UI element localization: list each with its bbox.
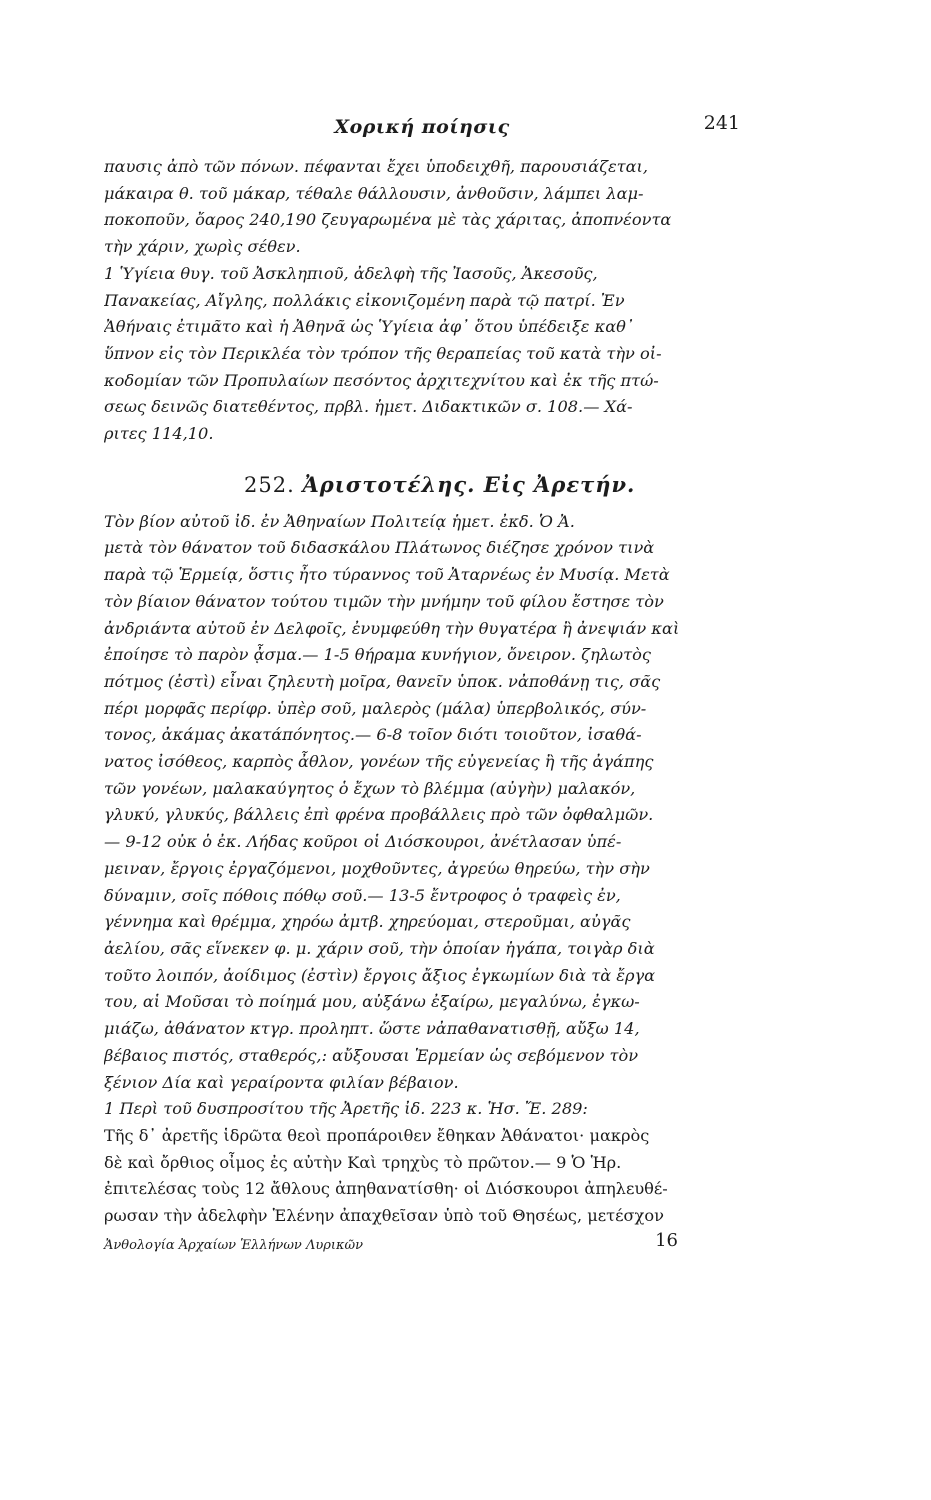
text-line: Τὸν βίον αὐτοῦ ἰδ. ἐν Ἀθηναίων Πολιτείᾳ ἡμετ. ἐκδ. Ὁ Ἀ. (104, 511, 575, 531)
text-line: ἀνδριάντα αὐτοῦ ἐν Δελφοῖς, ἐνυμφεύθη τὴν θυγατέρα ἢ ἀνεψιάν καὶ (104, 618, 680, 638)
running-title: Χορική ποίησις (334, 116, 510, 138)
text-line: βέβαιος πιστός, σταθερός,: αὔξουσαι Ἑρμείαν ὡς σεβόμενον τὸν (104, 1045, 639, 1065)
text-line: ἀελίου, σᾶς εἵνεκεν φ. μ. χάριν σοῦ, τὴν ὁποίαν ἠγάπα, τοιγὰρ διὰ (104, 938, 655, 958)
text-line: ρωσαν τὴν ἀδελφὴν Ἑλένην ἀπαχθεῖσαν ὑπὸ τοῦ Θησέως, μετέσχον (104, 1206, 664, 1226)
text-line: ἐπιτελέσας τοὺς 12 ἄθλους ἀπηθανατίσθη· οἱ Διόσκουροι ἀπηλευθέ- (104, 1179, 668, 1199)
text-line: ὕπνον εἰς τὸν Περικλέα τὸν τρόπον τῆς θεραπείας τοῦ κατὰ τὴν οἰ- (104, 343, 662, 363)
text-line: ριτες 114,10. (104, 424, 214, 444)
text-line: μιάζω, ἀθάνατον κτγρ. προληπτ. ὥστε νἀπαθανατισθῇ, αὔξω 14, (104, 1019, 640, 1039)
text-line: 1 Ὑγίεια θυγ. τοῦ Ἀσκληπιοῦ, ἀδελφὴ τῆς Ἰασοῦς, Ἀκεσοῦς, (104, 263, 598, 283)
text-line: παυσις ἀπὸ τῶν πόνων. πέφανται ἔχει ὑποδειχθῆ, παρουσιάζεται, (104, 157, 649, 176)
text-line: τὸν βίαιον θάνατον τούτου τιμῶν τὴν μνήμην τοῦ φίλου ἔστησε τὸν (104, 591, 664, 611)
page (104, 112, 740, 1260)
text-line: Τῆς δ᾽ ἀρετῆς ἱδρῶτα θεοὶ προπάροιθεν ἔθηκαν Ἀθάνατοι· μακρὸς (104, 1125, 650, 1145)
text-line: γέννημα καὶ θρέμμα, χηρόω ἀμτβ. χηρεύομαι, στεροῦμαι, αὐγᾶς (104, 912, 631, 932)
section-title: Ἀριστοτέλης. Εἰς Ἀρετήν. (302, 471, 636, 497)
commentary-main (104, 509, 740, 1123)
text-line: τοῦτο λοιπόν, ἀοίδιμος (ἐστὶν) ἔργοις ἄξιος ἐγκωμίων διὰ τὰ ἔργα (104, 965, 656, 985)
text-line: δὲ καὶ ὄρθιος οἶμος ἐς αὐτὴν Καὶ τρηχὺς τὸ πρῶτον.— 9 Ὁ Ἡρ. (104, 1152, 622, 1172)
text-line: τῶν γονέων, μαλακαύγητος ὁ ἔχων τὸ βλέμμα (αὐγὴν) μαλακόν, (104, 778, 636, 798)
text-line: σεως δεινῶς διατεθέντος, πρβλ. ἡμετ. Διδακτικῶν σ. 108.— Χά- (104, 397, 633, 417)
sheet-number: 16 (655, 1229, 678, 1251)
book-signature: Ἀνθολογία Ἀρχαίων Ἑλλήνων Λυρικῶν (104, 1237, 364, 1253)
text-line: — 9-12 οὐκ ὁ ἐκ. Λήδας κοῦροι οἱ Διόσκουροι, ἀνέτλασαν ὑπέ- (104, 832, 622, 852)
text-line: παρὰ τῷ Ἑρμείᾳ, ὅστις ἦτο τύραννος τοῦ Ἀταρνέως ἐν Μυσίᾳ. Μετὰ (104, 565, 670, 585)
text-line: μάκαιρα θ. τοῦ μάκαρ, τέθαλε θάλλουσιν, ἀνθοῦσιν, λάμπει λαμ- (104, 183, 644, 203)
page-footer (104, 1229, 740, 1260)
page-header (104, 112, 740, 154)
text-line: ξένιον Δία καὶ γεραίροντα φιλίαν βέβαιον. (104, 1072, 459, 1092)
text-line: μειναν, ἔργοις ἐργαζόμενοι, μοχθοῦντες, ἀγρεύω θηρεύω, τὴν σὴν (104, 858, 650, 878)
section-number: 252. (244, 472, 295, 497)
ancient-quotation (104, 1123, 740, 1230)
text-line: τὴν χάριν, χωρὶς σέθεν. (104, 237, 301, 257)
text-line: κοδομίαν τῶν Προπυλαίων πεσόντος ἀρχιτεχνίτου καὶ ἐκ τῆς πτώ- (104, 370, 659, 390)
commentary-top (104, 154, 740, 448)
text-line: τονος, ἀκάμας ἀκατάπόνητος.— 6-8 τοῖον διότι τοιοῦτον, ἰσαθά- (104, 725, 642, 745)
text-line: ποκοποῦν, ὄαρος 240,190 ζευγαρωμένα μὲ τὰς χάριτας, ἀποπνέοντα (104, 210, 672, 230)
text-line: του, αἱ Μοῦσαι τὸ ποίημά μου, αὐξάνω ἐξαίρω, μεγαλύνω, ἐγκω- (104, 992, 640, 1012)
text-line: πότμος (ἐστὶ) εἶναι ζηλευτὴ μοῖρα, θανεῖν ὑποκ. νἀποθάνῃ τις, σᾶς (104, 671, 661, 691)
text-line: Ἀθήναις ἐτιμᾶτο καὶ ἡ Ἀθηνᾶ ὡς Ὑγίεια ἀφ᾽ ὅτου ὑπέδειξε καθ᾽ (104, 317, 635, 337)
text-line: Πανακείας, Αἴγλης, πολλάκις εἰκονιζομένη παρὰ τῷ πατρί. Ἐν (104, 290, 625, 310)
section-heading (104, 472, 740, 497)
text-line: μετὰ τὸν θάνατον τοῦ διδασκάλου Πλάτωνος διέζησε χρόνον τινὰ (104, 538, 655, 558)
text-line: γλυκύ, γλυκύς, βάλλεις ἐπὶ φρένα προβάλλεις πρὸ τῶν ὀφθαλμῶν. (104, 805, 654, 825)
text-line: ἐποίησε τὸ παρὸν ᾆσμα.— 1-5 θήραμα κυνήγιον, ὄνειρον. ζηλωτὸς (104, 645, 651, 665)
page-number: 241 (703, 112, 740, 134)
text-line: δύναμιν, σοῖς πόθοις πόθῳ σοῦ.— 13-5 ἔντροφος ὁ τραφεὶς ἐν, (104, 885, 621, 905)
text-line: πέρι μορφᾶς περίφρ. ὑπὲρ σοῦ, μαλερὸς (μάλα) ὑπερβολικός, σύν- (104, 698, 647, 718)
text-line: νατος ἰσόθεος, καρπὸς ἆθλον, γονέων τῆς εὐγενείας ἢ τῆς ἀγάπης (104, 752, 654, 772)
text-line: 1 Περὶ τοῦ δυσπροσίτου τῆς Ἀρετῆς ἰδ. 223 κ. Ἡσ. Ἔ. 289: (104, 1099, 588, 1119)
